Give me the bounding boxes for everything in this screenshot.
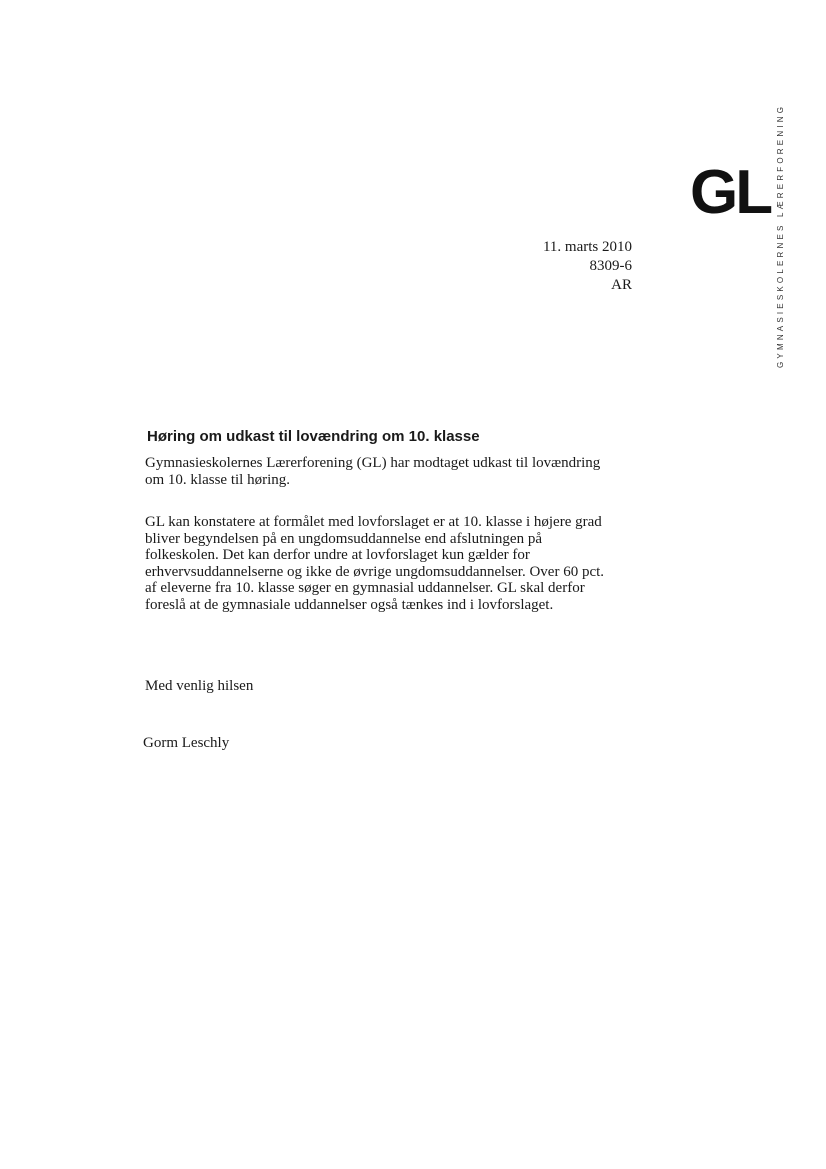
paragraph-intro (145, 455, 600, 488)
paragraph-line: bliver begyndelsen på en ungdomsuddannelse end afslutningen på (145, 530, 542, 547)
paragraph-body (145, 514, 604, 613)
letterhead-vertical-text: GYMNASIESKOLERNES LÆRERFORENING (776, 103, 785, 368)
paragraph-line: foreslå at de gymnasiale uddannelser også tænkes ind i lovforslaget. (145, 596, 554, 613)
paragraph-line: af eleverne fra 10. klasse søger en gymnasial uddannelser. GL skal derfor (145, 580, 585, 596)
paragraph-line: GL kan konstatere at formålet med lovforslaget er at 10. klasse i højere grad (145, 514, 602, 530)
author-initials: AR (611, 277, 632, 293)
closing-salutation: Med venlig hilsen (145, 678, 254, 694)
letter-heading: Høring om udkast til lovændring om 10. klasse (147, 428, 480, 445)
paragraph-line: erhvervsuddannelserne og ikke de øvrige ungdomsuddannelser. Over 60 pct. (145, 563, 605, 580)
gl-logo: GL (690, 158, 771, 227)
reference-number: 8309-6 (589, 258, 632, 274)
paragraph-line: folkeskolen. Det kan derfor undre at lovforslaget kun gælder for (145, 547, 530, 563)
letter-meta (543, 238, 632, 295)
letter-date: 11. marts 2010 (542, 239, 632, 255)
paragraph-line: om 10. klasse til høring. (145, 471, 290, 488)
signature-name: Gorm Leschly (143, 735, 230, 751)
paragraph-line: Gymnasieskolernes Lærerforening (GL) har modtaget udkast til lovændring (145, 455, 601, 471)
